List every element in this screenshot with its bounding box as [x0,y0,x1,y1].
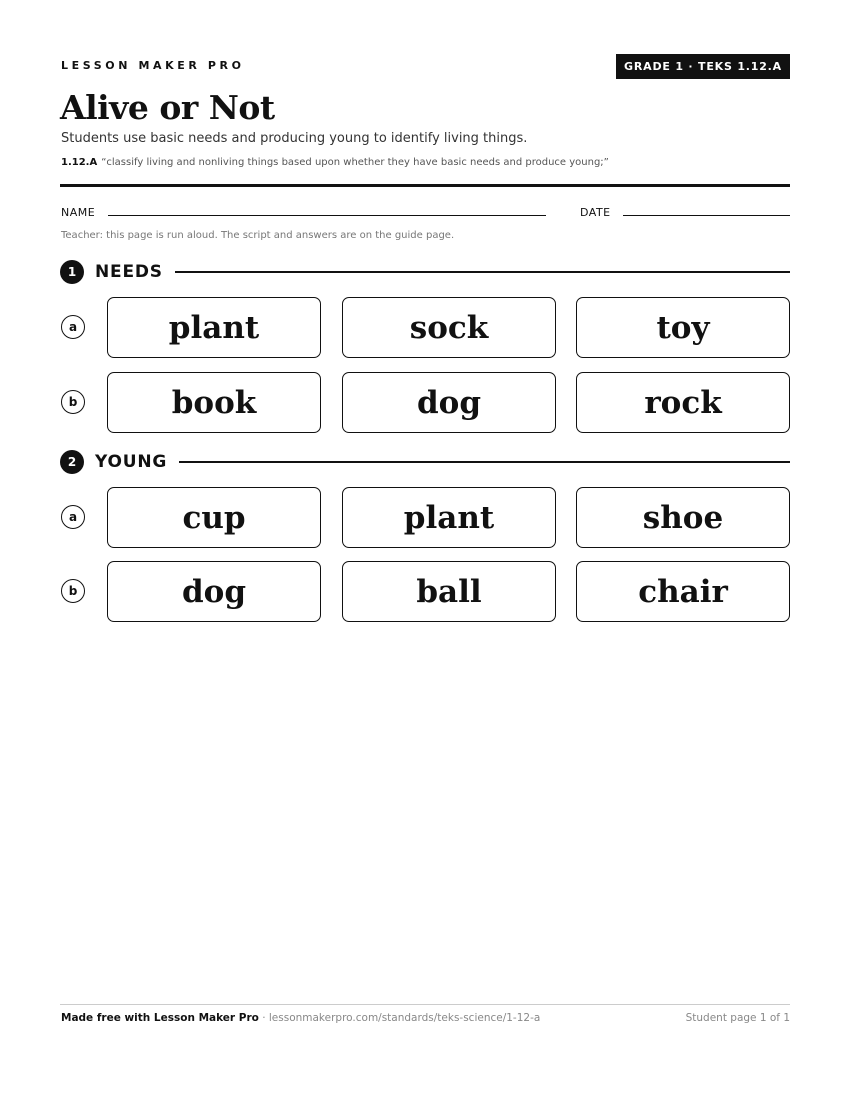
page-subtitle: Students use basic needs and producing young to identify living things. [61,131,528,146]
young-row-a [60,487,790,549]
row-letter: a [61,315,85,339]
word-card[interactable]: book [107,372,321,433]
standard-line [61,157,609,168]
section-needs-header [60,259,790,285]
word-card[interactable]: cup [107,487,321,548]
footer-page-number: Student page 1 of 1 [685,1012,790,1024]
word-card[interactable]: toy [576,297,790,358]
grade-badge: GRADE 1 · TEKS 1.12.A [616,54,790,79]
word-card[interactable]: ball [342,561,556,622]
footer-made-with: Made free with Lesson Maker Pro [61,1012,259,1024]
footer-credit [61,1012,540,1024]
row-letter: b [61,390,85,414]
section-title: YOUNG [95,452,168,472]
word-card[interactable]: rock [576,372,790,433]
brand-name: LESSON MAKER PRO [61,59,245,72]
standard-code: 1.12.A [61,157,98,168]
footer-divider [60,1004,790,1005]
name-field[interactable] [108,215,546,216]
word-card[interactable]: sock [342,297,556,358]
row-letter: b [61,579,85,603]
word-card[interactable]: dog [342,372,556,433]
word-card[interactable]: plant [342,487,556,548]
footer-url[interactable]: · lessonmakerpro.com/standards/teks-science/1-12-a [258,1012,541,1024]
standard-text: “classify living and nonliving things based upon whether they have basic needs and produce young;” [101,157,609,168]
page-title: Alive or Not [60,88,275,127]
needs-row-a [60,297,790,359]
word-card[interactable]: shoe [576,487,790,548]
row-letter: a [61,505,85,529]
header-divider [60,184,790,187]
word-card[interactable]: plant [107,297,321,358]
word-card[interactable]: dog [107,561,321,622]
date-field[interactable] [623,215,790,216]
section-divider [179,461,790,463]
date-label: DATE [580,206,611,219]
section-divider [175,271,790,273]
young-row-b [60,561,790,623]
needs-row-b [60,372,790,434]
section-title: NEEDS [95,262,163,282]
teacher-note: Teacher: this page is run aloud. The script and answers are on the guide page. [61,230,455,241]
section-young-header [60,449,790,475]
word-card[interactable]: chair [576,561,790,622]
name-label: NAME [61,206,96,219]
section-number: 2 [60,450,84,474]
section-number: 1 [60,260,84,284]
